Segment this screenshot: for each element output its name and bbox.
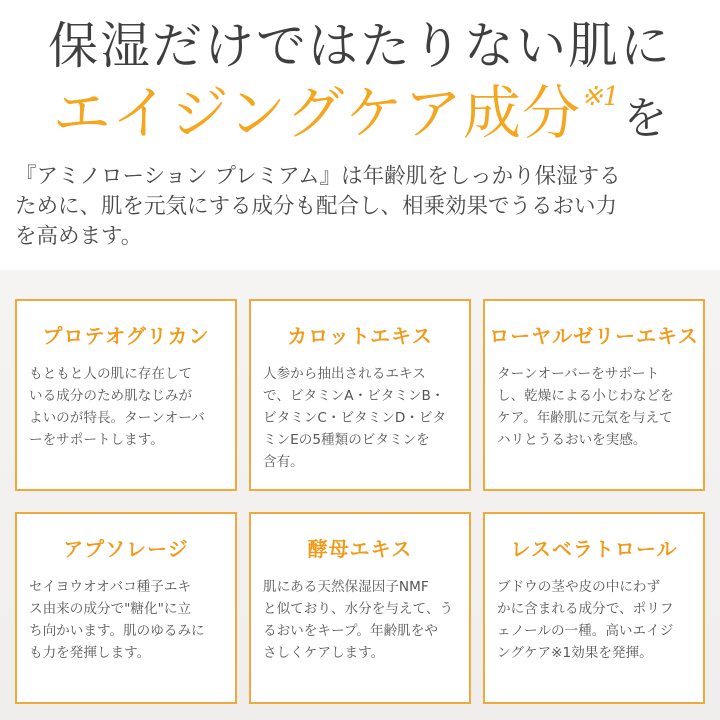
description-line: も力を発揮します。 xyxy=(29,645,151,661)
description-line: で、ビタミンA・ビタミンB・ xyxy=(263,388,445,404)
description-line: セイヨウオオバコ種子エキ xyxy=(29,579,192,595)
description-line: ターンオーバーをサポート xyxy=(497,366,660,382)
description-line: 含有。 xyxy=(263,454,304,470)
ingredient-title: レスベラトロール xyxy=(510,537,678,561)
ingredient-card-absolage xyxy=(15,512,237,704)
ingredient-card-royal-jelly xyxy=(483,299,705,491)
description-line: ケア。年齢肌に元気を与えて xyxy=(497,410,673,426)
headline-footnote-mark: ※1 xyxy=(581,82,620,112)
intro-line: を高めます。 xyxy=(15,224,143,249)
ingredient-card-resveratrol xyxy=(483,512,705,704)
description-line: ェノールの一種。高いエイジ xyxy=(497,623,674,639)
description-line: し、乾燥による小じわなどを xyxy=(497,388,674,404)
description-line: よいのが特長。ターンオーバ xyxy=(29,410,205,426)
description-line: ブドウの茎や皮の中にわず xyxy=(497,579,661,595)
ingredient-description xyxy=(263,576,459,664)
headline-line-2 xyxy=(0,66,720,150)
headline-suffix: を xyxy=(623,93,668,144)
headline-emphasis: エイジングケア成分 xyxy=(52,79,582,147)
description-line: 人参から抽出されるエキス xyxy=(263,366,426,382)
intro-paragraph xyxy=(15,162,705,252)
ingredient-title: カロットエキス xyxy=(287,324,433,348)
intro-line: ために、肌を元気にする成分も配合し、相乗効果でうるおい力 xyxy=(15,194,618,219)
description-line: ーをサポートします。 xyxy=(29,432,164,448)
description-line: と似ており、水分を与えて、う xyxy=(263,601,454,617)
description-line: ち向かいます。肌のゆるみに xyxy=(29,623,205,639)
ingredient-description xyxy=(29,576,225,664)
description-line: さしくケアします。 xyxy=(263,645,385,661)
description-line: かに含まれる成分で、ポリフ xyxy=(497,601,674,617)
ingredient-description xyxy=(29,363,225,451)
ingredient-description xyxy=(497,363,693,451)
ingredient-title: プロテオグリカン xyxy=(42,324,210,348)
ingredient-description xyxy=(263,363,459,473)
ingredient-title: アプソレージ xyxy=(63,537,189,561)
headline-line-1: 保湿だけではたりない肌に xyxy=(48,17,672,75)
ingredient-title: 酵母エキス xyxy=(307,537,413,561)
description-line: ミンEの5種類のビタミンを xyxy=(263,432,430,448)
description-line: もともと人の肌に存在して xyxy=(29,366,193,382)
ingredient-title: ローヤルゼリーエキス xyxy=(489,324,699,348)
description-line: ビタミンC・ビタミンD・ビタ xyxy=(263,410,447,426)
ingredient-description xyxy=(497,576,693,664)
description-line: 肌にある天然保湿因子NMF xyxy=(263,579,429,595)
ingredient-card-carrot-extract xyxy=(249,299,471,491)
intro-line: 『アミノローション プレミアム』は年齢肌をしっかり保湿する xyxy=(15,164,621,189)
description-line: ハリとうるおいを実感。 xyxy=(497,432,647,448)
ingredient-card-yeast-extract xyxy=(249,512,471,704)
description-line: ングケア※1効果を発揮。 xyxy=(497,645,653,661)
ingredient-card-proteoglycan xyxy=(15,299,237,491)
description-line: ス由来の成分で"糖化"に立 xyxy=(29,601,192,617)
description-line: いる成分のため肌なじみが xyxy=(29,388,193,404)
description-line: るおいをキープ。年齢肌をや xyxy=(263,623,438,639)
